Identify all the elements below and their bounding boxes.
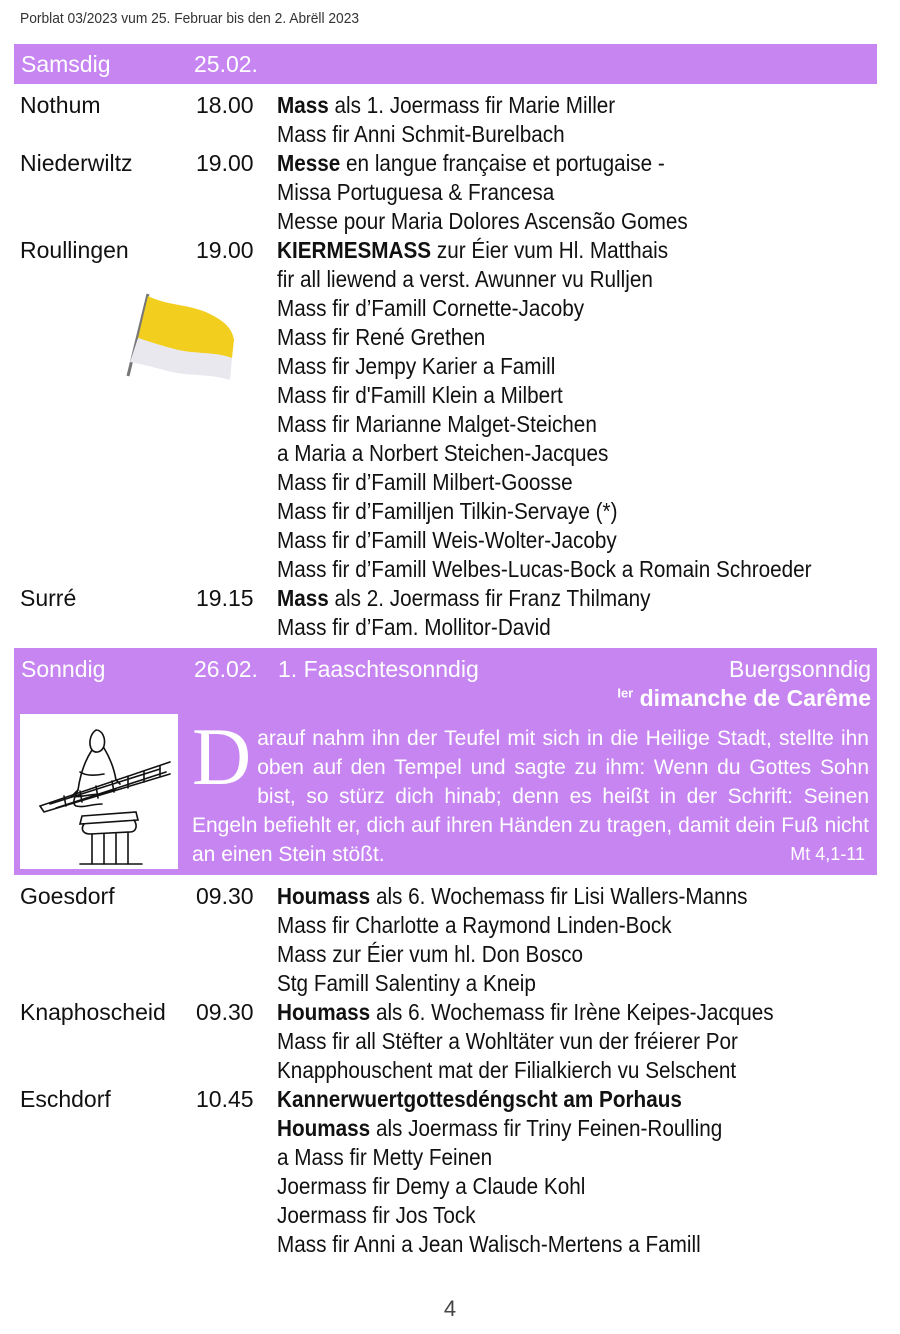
schedule-row — [20, 468, 880, 497]
mass-detail: Messe pour Maria Dolores Ascensão Gomes — [277, 208, 688, 234]
schedule-row — [20, 149, 880, 178]
mass-detail: als 6. Wochemass fir Irène Keipes-Jacques — [370, 999, 774, 1025]
mass-description — [277, 911, 672, 940]
mass-description — [277, 613, 551, 642]
schedule-row — [20, 911, 880, 940]
schedule-row — [20, 969, 880, 998]
mass-description — [277, 236, 668, 265]
mass-description — [277, 149, 665, 178]
place-name: Surré — [20, 585, 77, 611]
mass-description — [277, 265, 653, 294]
mass-time: 09.30 — [196, 883, 254, 909]
schedule-row — [20, 410, 880, 439]
mass-description — [277, 323, 485, 352]
schedule-row — [20, 613, 880, 642]
mass-detail: Mass fir d’Famill Welbes-Lucas-Bock a Romain Schroeder — [277, 556, 812, 582]
mass-description — [277, 439, 608, 468]
day-label: Sonndig — [21, 656, 106, 682]
mass-detail: als 6. Wochemass fir Lisi Wallers-Manns — [370, 883, 748, 909]
sunday-header-box — [14, 648, 877, 875]
schedule-row — [20, 1172, 880, 1201]
day-date: 26.02. — [194, 656, 258, 682]
place-name: Goesdorf — [20, 883, 115, 909]
schedule-row — [20, 1085, 880, 1114]
subtitle-text: dimanche de Carême — [633, 685, 871, 711]
mass-detail: als 1. Joermass fir Marie Miller — [328, 92, 616, 118]
schedule-row — [20, 882, 880, 911]
mass-detail: Mass fir Marianne Malget-Steichen — [277, 411, 597, 437]
mass-description — [277, 352, 555, 381]
mass-description — [277, 1085, 682, 1114]
gospel-reference: Mt 4,1-11 — [790, 844, 865, 864]
mass-detail: Mass fir René Grethen — [277, 324, 486, 350]
mass-description — [277, 1056, 736, 1085]
mass-description — [277, 1114, 722, 1143]
mass-detail: Mass fir d’Famill Milbert-Goosse — [277, 469, 573, 495]
sunday-title: 1. Faaschtesonndig — [278, 656, 479, 682]
jesus-on-temple-image — [20, 714, 178, 869]
mass-time: 19.00 — [196, 237, 254, 263]
schedule-row — [20, 940, 880, 969]
schedule-row — [20, 1143, 880, 1172]
mass-keyword: Houmass — [277, 999, 371, 1025]
mass-detail: als Joermass fir Triny Feinen-Roulling — [370, 1115, 723, 1141]
mass-keyword: Mass — [277, 92, 329, 118]
mass-description — [277, 1201, 476, 1230]
mass-description — [277, 1143, 492, 1172]
mass-detail: zur Éier vum Hl. Matthais — [431, 237, 669, 263]
place-name: Roullingen — [20, 237, 129, 263]
schedule-row — [20, 236, 880, 265]
mass-description — [277, 584, 651, 613]
mass-detail: Knapphouschent mat der Filialkierch vu Selschent — [277, 1057, 737, 1083]
mass-detail: Mass fir d’Familljen Tilkin-Servaye (*) — [277, 498, 618, 524]
gospel-text — [192, 711, 869, 869]
place-name: Eschdorf — [20, 1086, 111, 1112]
mass-description — [277, 178, 554, 207]
schedule-row — [20, 555, 880, 584]
mass-detail: Mass zur Éier vum hl. Don Bosco — [277, 941, 584, 967]
gospel-dropcap: D — [192, 711, 252, 802]
sunday-right-title: Buergsonndig — [729, 656, 871, 682]
mass-detail: a Maria a Norbert Steichen-Jacques — [277, 440, 609, 466]
day-bar-saturday — [14, 44, 877, 84]
mass-time: 09.30 — [196, 999, 254, 1025]
schedule-row — [20, 207, 880, 236]
mass-description — [277, 1172, 585, 1201]
mass-description — [277, 969, 536, 998]
mass-description — [277, 468, 573, 497]
schedule-row — [20, 178, 880, 207]
mass-description — [277, 294, 584, 323]
mass-time: 18.00 — [196, 92, 254, 118]
schedule-row — [20, 526, 880, 555]
mass-description — [277, 497, 617, 526]
mass-description — [277, 410, 597, 439]
mass-description — [277, 1027, 738, 1056]
sunday-entries — [20, 882, 880, 1259]
schedule-row — [20, 120, 880, 149]
schedule-row — [20, 1114, 880, 1143]
schedule-row — [20, 584, 880, 613]
mass-keyword: Kannerwuertgottesdéngscht am Porhaus — [277, 1086, 682, 1112]
schedule-row — [20, 1230, 880, 1259]
mass-description — [277, 940, 583, 969]
mass-detail: als 2. Joermass fir Franz Thilmany — [328, 585, 651, 611]
mass-detail: en langue française et portugaise - — [340, 150, 665, 176]
mass-keyword: Houmass — [277, 1115, 371, 1141]
mass-description — [277, 882, 748, 911]
mass-detail: a Mass fir Metty Feinen — [277, 1144, 493, 1170]
gospel-body: arauf nahm ihn der Teufel mit sich in die Heilige Stadt, stellte ihn oben auf den Tempel und sagte zu ihm: Wenn du Gottes Sohn bist, so stürz dich hinab; denn es heißt in der Schrift: Seinen Engeln befiehlt er, dich auf ihren Händen zu tragen, damit dein Fuß nicht an einen Stein stößt. — [192, 727, 869, 866]
page-number: 4 — [443, 1296, 457, 1321]
mass-keyword: Messe — [277, 150, 341, 176]
mass-description — [277, 526, 617, 555]
mass-detail: Mass fir d’Famill Cornette-Jacoby — [277, 295, 585, 321]
mass-detail: Mass fir d’Famill Weis-Wolter-Jacoby — [277, 527, 617, 553]
mass-detail: Missa Portuguesa & Francesa — [277, 179, 555, 205]
mass-description — [277, 91, 615, 120]
mass-detail: Mass fir d’Fam. Mollitor-David — [277, 614, 551, 640]
mass-detail: Mass fir d'Famill Klein a Milbert — [277, 382, 563, 408]
mass-detail: Mass fir Anni Schmit-Burelbach — [277, 121, 565, 147]
day-date: 25.02. — [194, 51, 258, 77]
day-label: Samsdig — [21, 51, 111, 77]
mass-time: 10.45 — [196, 1086, 254, 1112]
mass-description — [277, 207, 688, 236]
mass-detail: Mass fir Anni a Jean Walisch-Mertens a Famill — [277, 1231, 701, 1257]
mass-keyword: Houmass — [277, 883, 371, 909]
schedule-row — [20, 91, 880, 120]
place-name: Niederwiltz — [20, 150, 133, 176]
schedule-row — [20, 1027, 880, 1056]
mass-time: 19.00 — [196, 150, 254, 176]
mass-description — [277, 555, 812, 584]
mass-time: 19.15 — [196, 585, 254, 611]
schedule-row — [20, 1201, 880, 1230]
mass-description — [277, 998, 774, 1027]
place-name: Nothum — [20, 92, 101, 118]
mass-detail: Joermass fir Jos Tock — [277, 1202, 476, 1228]
papal-flag-image — [120, 288, 240, 388]
mass-description — [277, 1230, 701, 1259]
mass-detail: Mass fir Jempy Karier a Famill — [277, 353, 556, 379]
place-name: Knaphoscheid — [20, 999, 166, 1025]
mass-keyword: KIERMESMASS — [277, 237, 432, 263]
mass-detail: Mass fir all Stëfter a Wohltäter vun der fréierer Por — [277, 1028, 738, 1054]
schedule-row — [20, 998, 880, 1027]
running-head: Porblat 03/2023 vum 25. Februar bis den 2. Abrëll 2023 — [20, 10, 360, 27]
schedule-row — [20, 439, 880, 468]
mass-detail: fir all liewend a verst. Awunner vu Rulljen — [277, 266, 653, 292]
mass-keyword: Mass — [277, 585, 329, 611]
mass-description — [277, 120, 565, 149]
mass-detail: Mass fir Charlotte a Raymond Linden-Bock — [277, 912, 672, 938]
mass-detail: Stg Famill Salentiny a Kneip — [277, 970, 536, 996]
ordinal-superscript: Ier — [617, 685, 634, 701]
schedule-row — [20, 1056, 880, 1085]
sunday-subtitle — [617, 685, 871, 712]
schedule-row — [20, 497, 880, 526]
mass-description — [277, 381, 563, 410]
mass-detail: Joermass fir Demy a Claude Kohl — [277, 1173, 586, 1199]
